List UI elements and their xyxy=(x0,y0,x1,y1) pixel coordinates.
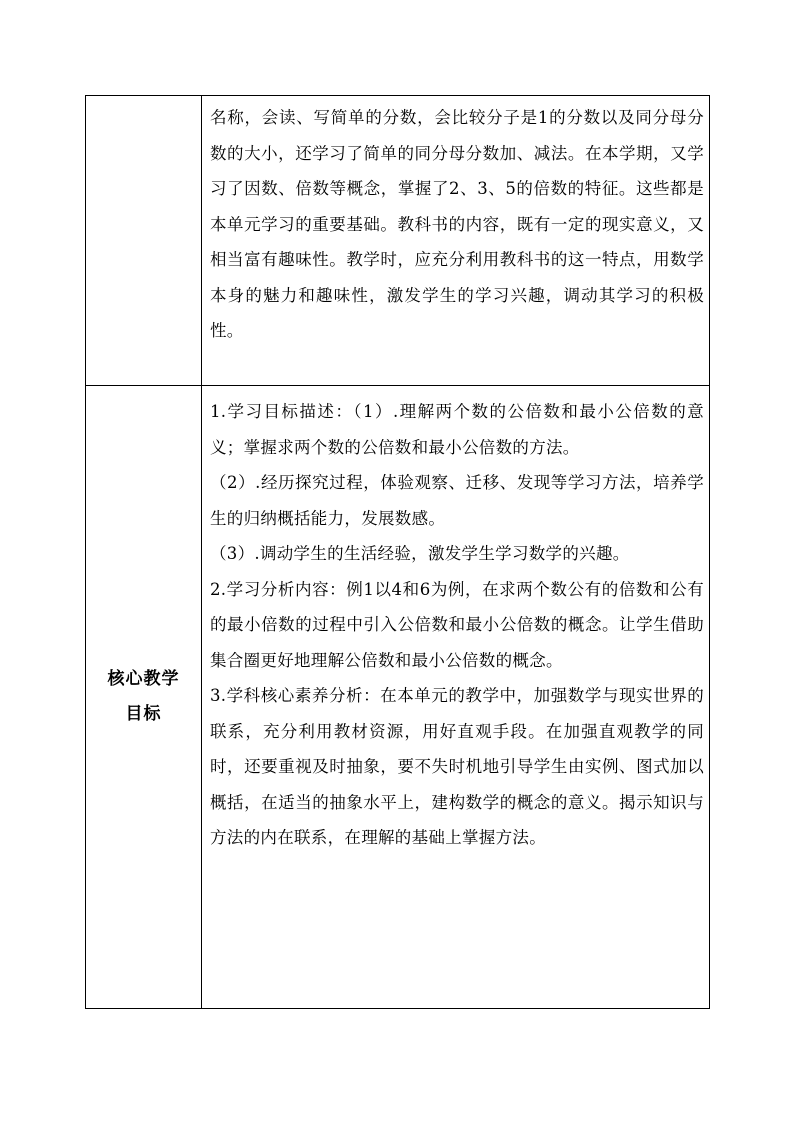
row-content-cell xyxy=(202,386,710,1009)
background-paragraph: 名称，会读、写简单的分数，会比较分子是1的分数以及同分母分数的大小，还学习了简单的同分母分数加、减法。在本学期，又学习了因数、倍数等概念，掌握了2、3、5的倍数的特征。这些都是本单元学习的重要基础。教科书的内容，既有一定的现实意义，又相当富有趣味性。教学时，应充分利用教科书的这一特点，用数学本身的魅力和趣味性，激发学生的学习兴趣，调动其学习的积极性。 xyxy=(210,108,704,340)
row-label-cell xyxy=(86,386,202,1009)
row-label-core-objectives xyxy=(86,662,201,732)
row-label-cell-empty xyxy=(86,96,202,386)
label-line-2: 目标 xyxy=(125,704,162,724)
literacy-paragraph: 3.学科核心素养分析：在本单元的教学中，加强数学与现实世界的联系，充分利用教材资源，用好直观手段。在加强直观教学的同时，还要重视及时抽象，要不失时机地引导学生由实例、图式加以概括，在适当的抽象水平上，建构数学的概念的意义。揭示知识与方法的内在联系，在理解的基础上掌握方法。 xyxy=(210,686,704,847)
objective-paragraph-1: 1.学习目标描述：（1）.理解两个数的公倍数和最小公倍数的意义；掌握求两个数的公倍数和最小公倍数的方法。 xyxy=(210,402,704,457)
table-row-core-objectives xyxy=(86,386,710,1009)
label-line-1: 核心教学 xyxy=(107,669,180,689)
row-content-cell xyxy=(202,96,710,386)
objective-paragraph-3: （3）.调动学生的生活经验，激发学生学习数学的兴趣。 xyxy=(210,544,630,563)
lesson-plan-table xyxy=(85,95,710,1009)
objective-paragraph-2: （2）.经历探究过程，体验观察、迁移、发现等学习方法，培养学生的归纳概括能力，发展数感。 xyxy=(210,473,704,528)
table-row-background xyxy=(86,96,710,386)
analysis-paragraph: 2.学习分析内容：例1以4和6为例，在求两个数公有的倍数和公有的最小倍数的过程中引入公倍数和最小公倍数的概念。让学生借助集合圈更好地理解公倍数和最小公倍数的概念。 xyxy=(210,579,704,670)
